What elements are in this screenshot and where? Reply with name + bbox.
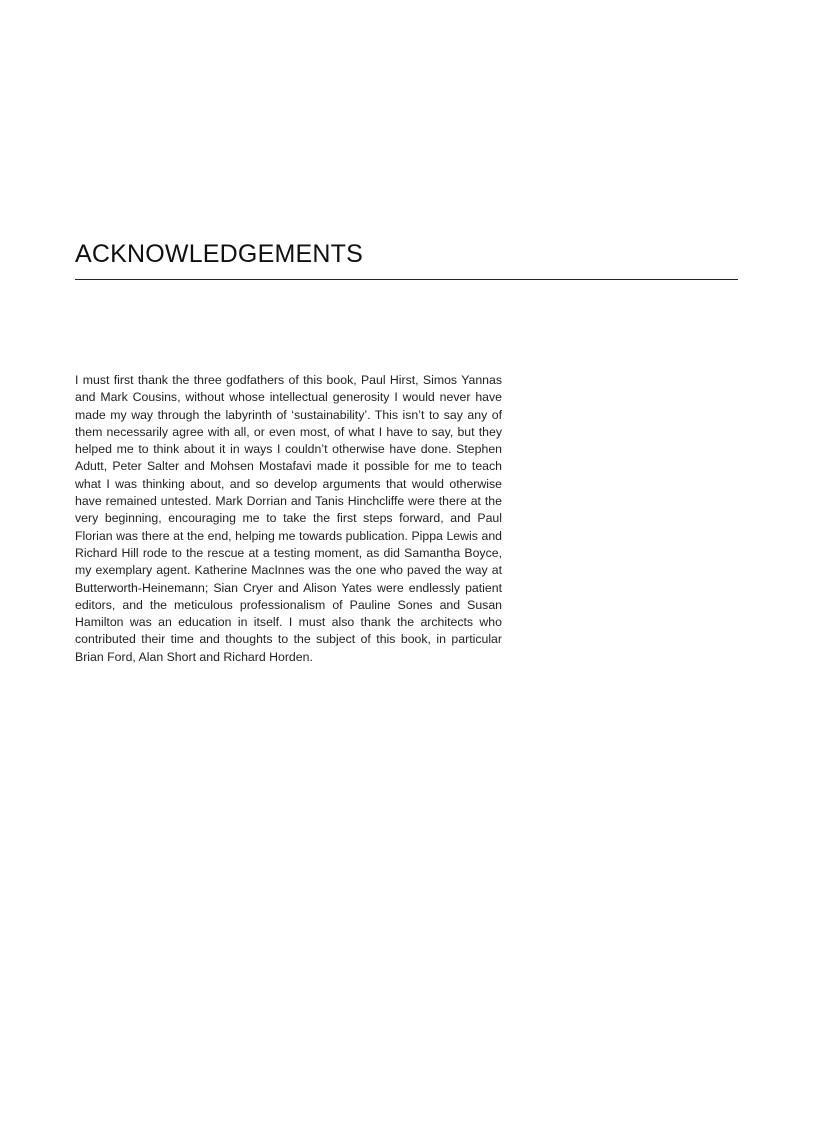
- acknowledgements-paragraph: I must first thank the three godfathers of this book, Paul Hirst, Simos Yannas and Mark Cousins, without whose intellectual generosity I would never have made my way through the labyrinth of ‘sustainability’. This isn’t to say any of them necessarily agree with all, or even most, of what I have to say, but they helped me to think about it in ways I couldn’t otherwise have done. Stephen Adutt, Peter Salter and Mohsen Mostafavi made it possible for me to teach what I was thinking about, and so develop arguments that would otherwise have remained untested. Mark Dorrian and Tanis Hinchcliffe were there at the very beginning, encouraging me to take the first steps forward, and Paul Florian was there at the end, helping me towards publication. Pippa Lewis and Richard Hill rode to the rescue at a testing moment, as did Samantha Boyce, my exemplary agent. Katherine MacInnes was the one who paved the way at Butterworth-Heinemann; Sian Cryer and Alison Yates were endlessly patient editors, and the meticulous professionalism of Pauline Sones and Susan Hamilton was an education in itself. I must also thank the architects who contributed their time and thoughts to the subject of this book, in particular Brian Ford, Alan Short and Richard Horden.: [75, 373, 502, 664]
- page-title: ACKNOWLEDGEMENTS: [75, 240, 363, 268]
- title-divider: [75, 279, 738, 280]
